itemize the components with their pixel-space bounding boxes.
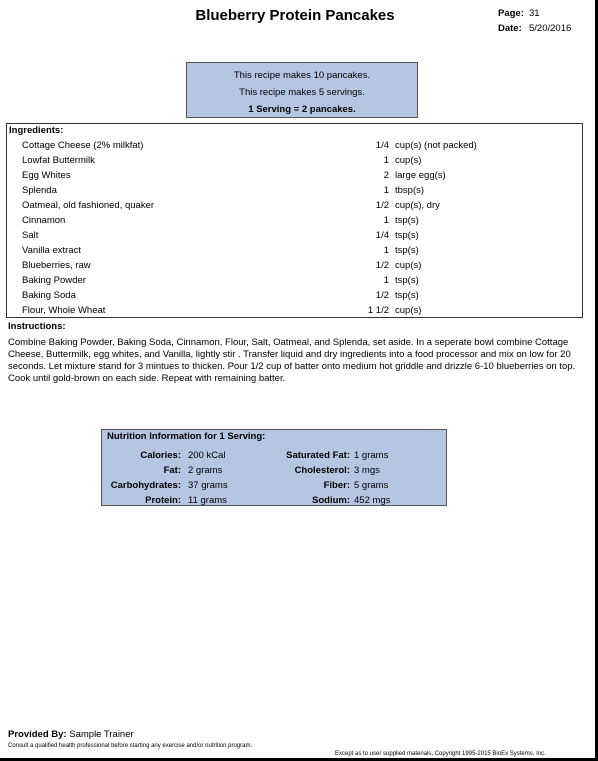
ingredient-name: Egg Whites: [22, 170, 71, 181]
provided-by-label: Provided By:: [8, 729, 67, 740]
serving-size: 1 Serving = 2 pancakes.: [248, 104, 356, 115]
ingredient-unit: cup(s): [395, 305, 422, 316]
ingredient-name: Baking Soda: [22, 290, 76, 301]
nutrient-label: Protein:: [145, 495, 181, 506]
ingredient-row: [7, 168, 582, 183]
ingredient-unit: cup(s), dry: [395, 200, 440, 211]
nutrition-row: [102, 463, 446, 478]
ingredient-unit: tsp(s): [395, 215, 419, 226]
page-meta: [498, 6, 571, 36]
nutrition-row: [102, 478, 446, 493]
nutrient-value: 37 grams: [188, 480, 228, 491]
ingredient-unit: tsp(s): [395, 230, 419, 241]
nutrient-value: 1 grams: [354, 450, 389, 461]
nutrient-label: Calories:: [140, 450, 181, 461]
nutrition-row: [102, 493, 446, 508]
ingredient-name: Cottage Cheese (2% milkfat): [22, 140, 144, 151]
ingredient-unit: large egg(s): [395, 170, 446, 181]
ingredient-row: [7, 183, 582, 198]
ingredient-name: Lowfat Buttermilk: [22, 155, 95, 166]
nutrient-value: 200 kCal: [188, 450, 226, 461]
ingredient-name: Splenda: [22, 185, 57, 196]
instructions-heading: Instructions:: [8, 321, 66, 332]
date-value: 5/20/2016: [529, 23, 572, 34]
ingredient-row: [7, 228, 582, 243]
ingredient-row: [7, 138, 582, 153]
disclaimer-text: Consult a qualified health professional before starting any exercise and/or nutrition program.: [8, 743, 253, 749]
ingredient-name: Flour, Whole Wheat: [22, 305, 106, 316]
ingredient-amount: 1: [383, 155, 389, 166]
ingredient-unit: cup(s): [395, 155, 422, 166]
nutrition-box: [101, 429, 447, 506]
ingredient-row: [7, 273, 582, 288]
ingredient-name: Salt: [22, 230, 39, 241]
yield-servings: This recipe makes 5 servings.: [239, 87, 365, 98]
ingredient-amount: 1: [383, 275, 389, 286]
ingredient-name: Cinnamon: [22, 215, 66, 226]
nutrient-value: 3 mgs: [354, 465, 380, 476]
nutrient-value: 452 mgs: [354, 495, 391, 506]
ingredients-heading: Ingredients:: [9, 125, 64, 136]
ingredient-amount: 1/2: [375, 290, 389, 301]
yield-summary-box: [186, 62, 418, 118]
instructions-text: Combine Baking Powder, Baking Soda, Cinnamon, Flour, Salt, Oatmeal, and Splenda, set aside. In a seperate bowl combine Cottage Cheese, Buttermilk, egg whites, and Vanilla, lightly stir . Transfer liquid and dry ingredients into a food processor and mix on low for 20 seconds. Let mixture stand for 3 mintues to thicken. Pour 1/2 cup of batter onto medium hot griddle and drizzle 6-10 blueberries on top. Cook until gold-brown on each side. Repeat with remaining batter.: [8, 337, 576, 384]
yield-pancakes: This recipe makes 10 pancakes.: [233, 70, 371, 81]
nutrient-label: Cholesterol:: [294, 465, 350, 476]
ingredient-amount: 1/2: [375, 260, 389, 271]
ingredient-amount: 1/4: [375, 230, 389, 241]
ingredient-row: [7, 198, 582, 213]
ingredient-amount: 1: [383, 185, 389, 196]
date-label: Date:: [498, 23, 522, 34]
ingredient-row: [7, 153, 582, 168]
nutrition-heading: Nutrition Information for 1 Serving:: [107, 431, 266, 442]
ingredient-amount: 2: [383, 170, 389, 181]
ingredient-row: [7, 258, 582, 273]
nutrient-label: Fat:: [163, 465, 181, 476]
ingredient-row: [7, 288, 582, 303]
ingredient-name: Vanilla extract: [22, 245, 81, 256]
nutrient-value: 11 grams: [188, 495, 227, 506]
nutrient-value: 5 grams: [354, 480, 389, 491]
ingredient-amount: 1: [383, 245, 389, 256]
ingredient-name: Blueberries, raw: [22, 260, 91, 271]
ingredient-amount: 1/2: [375, 200, 389, 211]
ingredient-unit: tbsp(s): [395, 185, 425, 196]
nutrient-value: 2 grams: [188, 465, 223, 476]
ingredient-name: Baking Powder: [22, 275, 86, 286]
page-number-row: [498, 6, 571, 21]
ingredient-unit: tsp(s): [395, 275, 419, 286]
ingredient-row: [7, 243, 582, 258]
ingredient-unit: tsp(s): [395, 290, 419, 301]
provided-by: [8, 729, 134, 740]
date-row: [498, 21, 571, 36]
provided-by-value: Sample Trainer: [69, 729, 134, 740]
ingredient-amount: 1: [383, 215, 389, 226]
nutrient-label: Carbohydrates:: [110, 480, 181, 491]
ingredient-unit: cup(s) (not packed): [395, 140, 477, 151]
ingredients-box: [6, 123, 583, 318]
ingredient-row: [7, 303, 582, 318]
ingredient-amount: 1/4: [375, 140, 389, 151]
ingredient-unit: tsp(s): [395, 245, 419, 256]
ingredients-list: [7, 138, 582, 318]
recipe-title: Blueberry Protein Pancakes: [195, 7, 395, 24]
nutrient-label: Saturated Fat:: [286, 450, 350, 461]
nutrient-label: Sodium:: [312, 495, 350, 506]
ingredient-unit: cup(s): [395, 260, 422, 271]
ingredient-row: [7, 213, 582, 228]
copyright-text: Except as to user supplied materials, Copyright 1995-2015 BioEx Systems, Inc.: [335, 751, 546, 757]
nutrition-row: [102, 448, 446, 463]
nutrient-label: Fiber:: [323, 480, 350, 491]
ingredient-name: Oatmeal, old fashioned, quaker: [22, 200, 155, 211]
page-label: Page:: [498, 8, 524, 19]
ingredient-amount: 1 1/2: [367, 305, 389, 316]
page-number: 31: [529, 8, 540, 19]
